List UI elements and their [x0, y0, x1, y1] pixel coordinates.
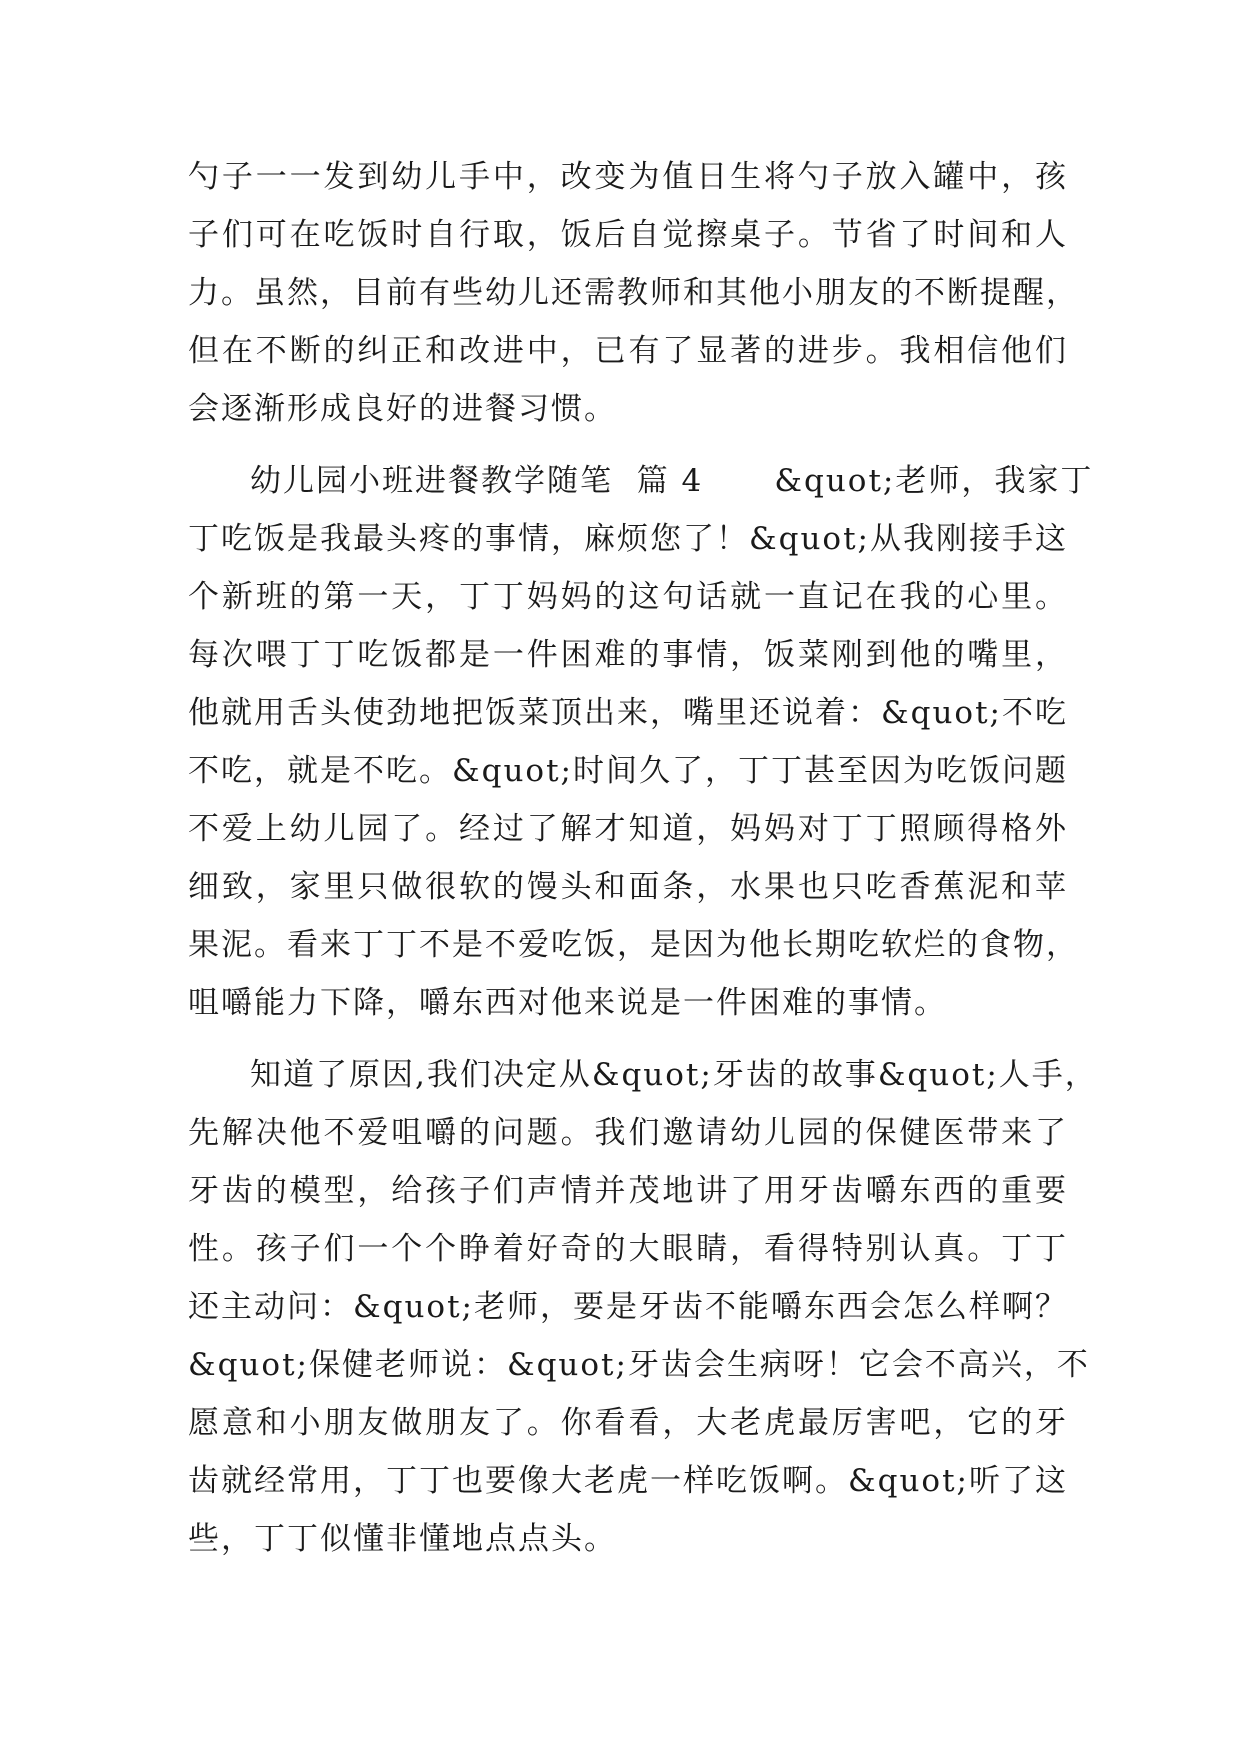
text-line: &quot;保健老师说：&quot;牙齿会生病呀！它会不高兴，不: [188, 1347, 1090, 1383]
text-line: 不吃，就是不吃。&quot;时间久了，丁丁甚至因为吃饭问题: [188, 753, 1068, 789]
text-line: 齿就经常用，丁丁也要像大老虎一样吃饭啊。&quot;听了这: [188, 1463, 1068, 1499]
document-body: [188, 148, 1098, 1568]
text-line: 幼儿园小班进餐教学随笔 篇 4 &quot;老师，我家丁: [250, 463, 1094, 499]
text-line: 他就用舌头使劲地把饭菜顶出来，嘴里还说着：&quot;不吃: [188, 695, 1068, 731]
text-line: 牙齿的模型，给孩子们声情并茂地讲了用牙齿嚼东西的重要: [188, 1173, 1068, 1209]
text-line: 知道了原因,我们决定从&quot;牙齿的故事&quot;人手，: [250, 1057, 1098, 1093]
text-line: 性。孩子们一个个睁着好奇的大眼睛，看得特别认真。丁丁: [188, 1231, 1068, 1267]
paragraph: [188, 1046, 1098, 1568]
text-line: 勺子一一发到幼儿手中，改变为值日生将勺子放入罐中，孩: [188, 159, 1068, 195]
text-line: 果泥。看来丁丁不是不爱吃饭，是因为他长期吃软烂的食物，: [188, 927, 1079, 963]
text-line: 但在不断的纠正和改进中，已有了显著的进步。我相信他们: [188, 333, 1068, 369]
text-line: 力。虽然，目前有些幼儿还需教师和其他小朋友的不断提醒，: [188, 275, 1079, 311]
text-line: 会逐渐形成良好的进餐习惯。: [188, 391, 617, 427]
text-line: 愿意和小朋友做朋友了。你看看，大老虎最厉害吧，它的牙: [188, 1405, 1068, 1441]
paragraph: [188, 452, 1094, 1032]
text-line: 不爱上幼儿园了。经过了解才知道，妈妈对丁丁照顾得格外: [188, 811, 1068, 847]
text-line: 个新班的第一天，丁丁妈妈的这句话就一直记在我的心里。: [188, 579, 1068, 615]
paragraph: [188, 148, 1079, 438]
text-line: 丁吃饭是我最头疼的事情，麻烦您了！&quot;从我刚接手这: [188, 521, 1068, 557]
text-line: 些，丁丁似懂非懂地点点头。: [188, 1521, 617, 1557]
text-line: 还主动问：&quot;老师，要是牙齿不能嚼东西会怎么样啊？: [188, 1289, 1068, 1325]
text-line: 每次喂丁丁吃饭都是一件困难的事情，饭菜刚到他的嘴里，: [188, 637, 1068, 673]
text-line: 细致，家里只做很软的馒头和面条，水果也只吃香蕉泥和苹: [188, 869, 1068, 905]
text-line: 咀嚼能力下降，嚼东西对他来说是一件困难的事情。: [188, 985, 947, 1021]
text-line: 子们可在吃饭时自行取，饭后自觉擦桌子。节省了时间和人: [188, 217, 1068, 253]
text-line: 先解决他不爱咀嚼的问题。我们邀请幼儿园的保健医带来了: [188, 1115, 1068, 1151]
